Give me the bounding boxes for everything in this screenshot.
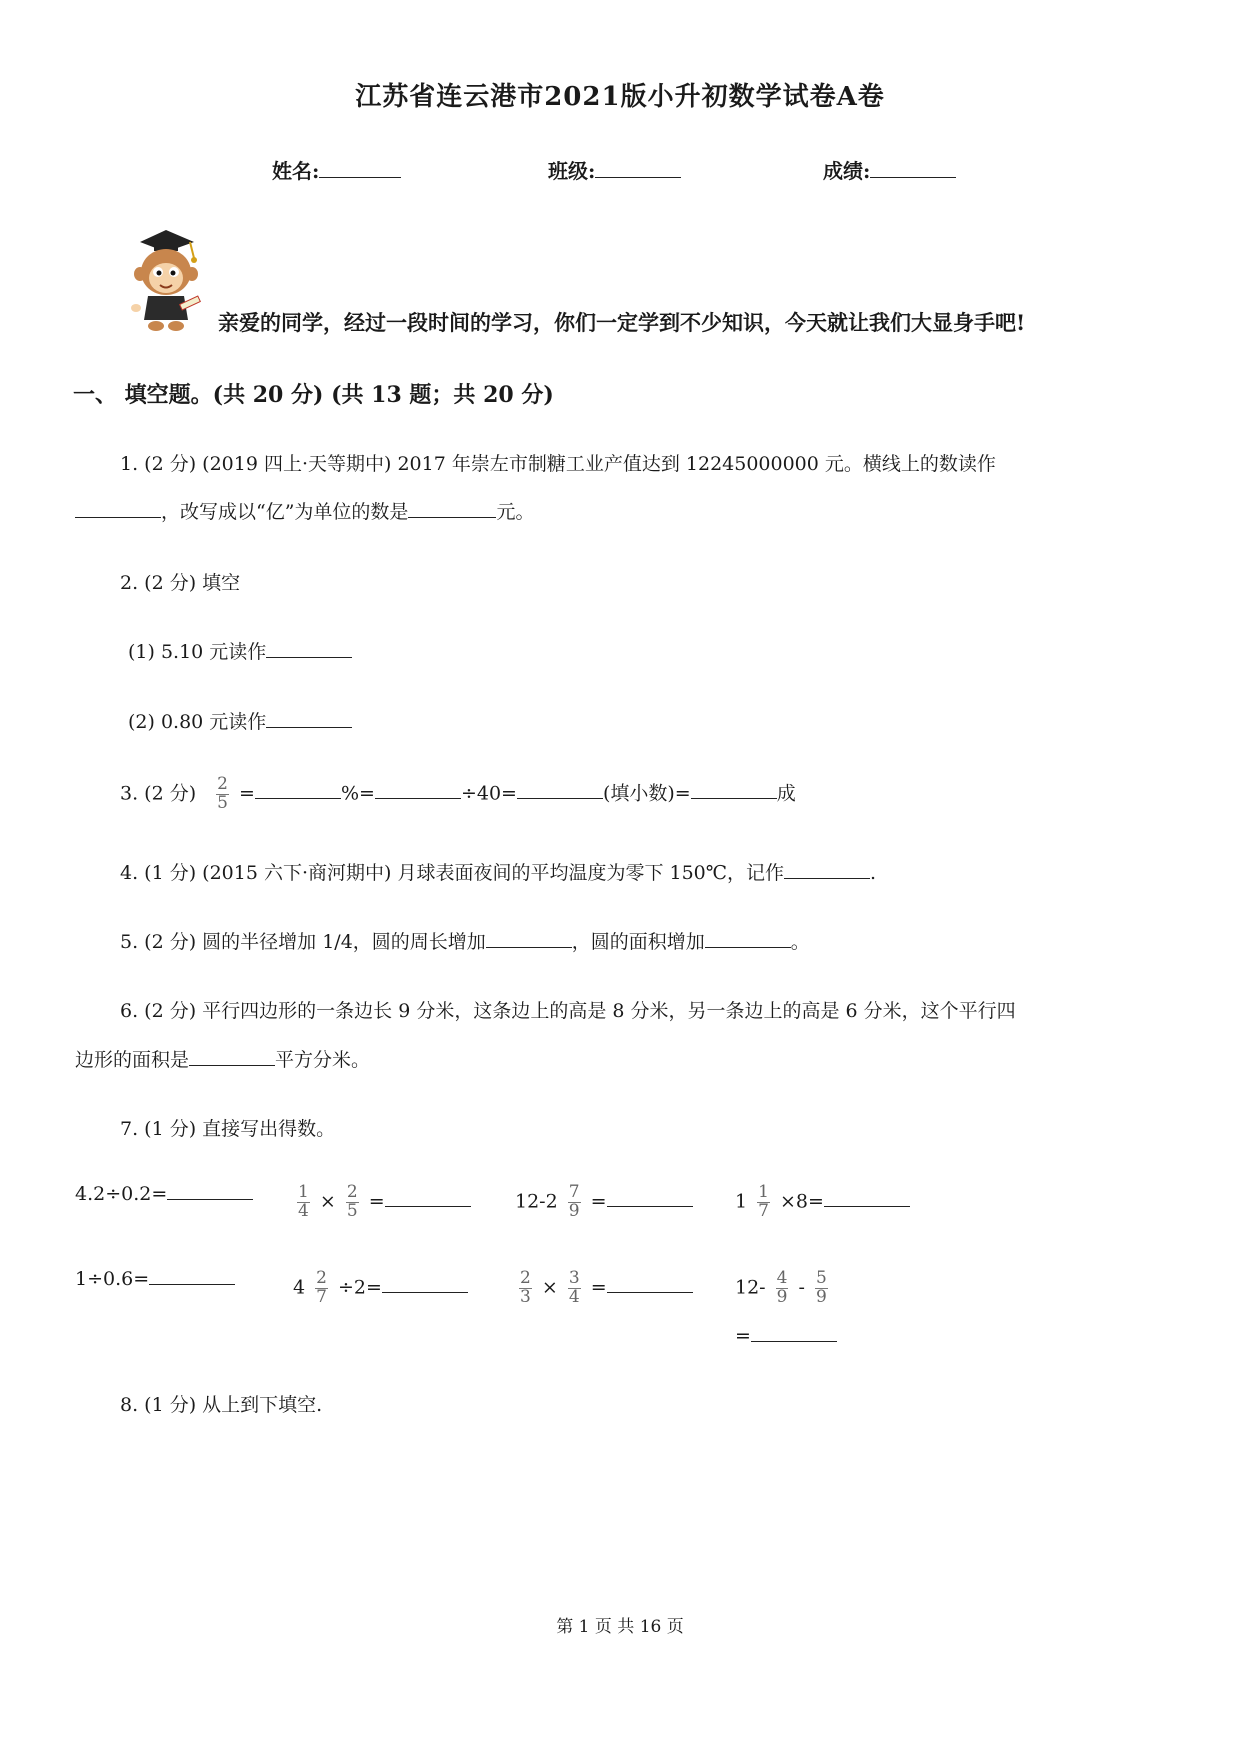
calc-r2c4-answer xyxy=(735,1322,837,1347)
question-5-mid: ，圆的面积增加 xyxy=(571,931,705,953)
answer-blank[interactable] xyxy=(486,928,572,948)
question-4-text: 4. (1 分) (2015 六下·商河期中) 月球表面夜间的平均温度为零下 150℃，记作 xyxy=(120,862,785,884)
calc-r2c3 xyxy=(515,1270,693,1307)
question-2-sub2 xyxy=(128,707,352,734)
score-field xyxy=(823,155,956,184)
fraction-numerator: 3 xyxy=(568,1268,580,1288)
cheng-unit: 成 xyxy=(776,782,796,805)
answer-blank[interactable] xyxy=(167,1180,253,1200)
fraction xyxy=(568,1270,581,1307)
fraction xyxy=(519,1270,532,1307)
calc-expression: 12-2 xyxy=(515,1190,558,1213)
calc-r2c4 xyxy=(735,1270,832,1307)
question-1-line1: 1. (2 分) (2019 四上·天等期中) 2017 年崇左市制糖工业产值达到 12245000000 元。横线上的数读作 xyxy=(120,453,996,475)
answer-blank[interactable] xyxy=(705,928,791,948)
operator: × xyxy=(319,1190,336,1213)
answer-blank[interactable] xyxy=(784,859,870,879)
calc-r2c2 xyxy=(293,1270,468,1307)
divide-forty: ÷40= xyxy=(460,782,517,805)
answer-blank[interactable] xyxy=(149,1265,235,1285)
fraction-denominator: 5 xyxy=(217,792,228,813)
answer-blank[interactable] xyxy=(517,779,603,799)
operator: × xyxy=(541,1276,558,1299)
answer-blank[interactable] xyxy=(189,1046,275,1066)
calc-expression: 1÷0.6= xyxy=(75,1268,150,1290)
fraction xyxy=(346,1184,359,1221)
answer-blank[interactable] xyxy=(691,779,777,799)
fraction xyxy=(297,1184,310,1221)
question-2-sub1-text: (1) 5.10 元读作 xyxy=(128,641,267,663)
answer-blank[interactable] xyxy=(266,638,352,658)
question-6-line1: 6. (2 分) 平行四边形的一条边长 9 分米，这条边上的高是 8 分米，另一条边上的高是 6 分米，这个平行四 xyxy=(120,1000,1016,1022)
question-6-text: 边形的面积是 xyxy=(75,1049,190,1071)
percent-sign: %= xyxy=(340,782,375,805)
answer-blank[interactable] xyxy=(255,779,341,799)
calc-expression: ÷2= xyxy=(338,1276,382,1299)
equals-sign: = xyxy=(735,1325,751,1347)
question-1-line2 xyxy=(75,497,534,524)
answer-blank[interactable] xyxy=(266,708,352,728)
fraction-numerator: 2 xyxy=(316,1268,327,1288)
question-3-prefix: 3. (2 分) xyxy=(120,782,197,805)
fraction-denominator: 3 xyxy=(520,1286,531,1307)
answer-blank[interactable] xyxy=(751,1322,837,1342)
equals-sign: = xyxy=(590,1276,607,1299)
fraction-denominator: 4 xyxy=(568,1286,580,1307)
question-5-text: 5. (2 分) 圆的半径增加 1/4，圆的周长增加 xyxy=(120,931,486,953)
name-label: 姓名: xyxy=(272,159,320,183)
fraction-numerator: 2 xyxy=(346,1182,358,1202)
question-1-end: 元。 xyxy=(496,501,535,523)
fraction xyxy=(568,1184,581,1221)
answer-blank[interactable] xyxy=(382,1273,468,1293)
answer-blank[interactable] xyxy=(607,1273,693,1293)
question-4 xyxy=(120,858,876,885)
answer-blank[interactable] xyxy=(824,1187,910,1207)
name-blank[interactable] xyxy=(319,157,401,178)
question-2-sub2-text: (2) 0.80 元读作 xyxy=(128,711,267,733)
question-6-end: 平方分米。 xyxy=(275,1049,371,1071)
question-6-line2 xyxy=(75,1045,370,1072)
class-field xyxy=(548,155,681,184)
fraction-numerator: 4 xyxy=(776,1268,788,1288)
mixed-whole: 4 xyxy=(293,1276,306,1299)
class-blank[interactable] xyxy=(595,157,681,178)
fraction xyxy=(216,776,229,813)
question-7-line: 7. (1 分) 直接写出得数。 xyxy=(120,1118,336,1140)
calc-r1c4 xyxy=(735,1184,910,1221)
fraction-denominator: 4 xyxy=(298,1200,309,1221)
operator: - xyxy=(798,1276,805,1299)
class-label: 班级: xyxy=(548,159,596,183)
page-title: 江苏省连云港市2021版小升初数学试卷A卷 xyxy=(355,82,885,112)
fraction-numerator: 5 xyxy=(816,1268,827,1288)
fraction-denominator: 5 xyxy=(346,1200,358,1221)
calc-r1c3 xyxy=(515,1184,693,1221)
fraction-denominator: 7 xyxy=(316,1286,327,1307)
answer-blank[interactable] xyxy=(75,498,161,518)
equals-sign: = xyxy=(239,782,255,805)
fraction-numerator: 2 xyxy=(520,1268,531,1288)
answer-blank[interactable] xyxy=(375,779,461,799)
question-4-end: . xyxy=(870,862,877,884)
fraction-denominator: 9 xyxy=(776,1286,788,1307)
calc-expression: ×8= xyxy=(780,1190,824,1213)
page-footer: 第 1 页 共 16 页 xyxy=(556,1617,684,1637)
section-heading: 一、 填空题。(共 20 分) (共 13 题；共 20 分) xyxy=(73,382,554,408)
fraction-numerator: 2 xyxy=(217,774,228,794)
question-5-end: 。 xyxy=(790,931,810,953)
question-3 xyxy=(120,776,796,813)
equals-sign: = xyxy=(368,1190,385,1213)
answer-blank[interactable] xyxy=(385,1187,471,1207)
answer-blank[interactable] xyxy=(607,1187,693,1207)
calc-r1c2 xyxy=(293,1184,471,1221)
fraction-denominator: 9 xyxy=(816,1286,827,1307)
name-field xyxy=(272,155,401,184)
fraction xyxy=(815,1270,828,1307)
fraction xyxy=(315,1270,328,1307)
question-5 xyxy=(120,927,810,954)
calc-r1c1 xyxy=(75,1180,253,1205)
mixed-whole: 1 xyxy=(735,1190,748,1213)
fraction xyxy=(757,1184,770,1221)
fraction-denominator: 7 xyxy=(758,1200,769,1221)
fraction xyxy=(776,1270,789,1307)
calc-expression: 12- xyxy=(735,1276,766,1299)
mascot-image xyxy=(118,222,208,334)
fraction-denominator: 9 xyxy=(568,1200,580,1221)
fraction-numerator: 7 xyxy=(568,1182,580,1202)
score-blank[interactable] xyxy=(870,157,956,178)
score-label: 成绩: xyxy=(823,159,871,183)
question-2-sub1 xyxy=(128,637,352,664)
equals-sign: = xyxy=(590,1190,607,1213)
question-1-text: ，改写成以“亿”为单位的数是 xyxy=(161,501,409,523)
question-2-line: 2. (2 分) 填空 xyxy=(120,572,241,594)
fraction-numerator: 1 xyxy=(758,1182,769,1202)
question-8-line: 8. (1 分) 从上到下填空. xyxy=(120,1394,323,1416)
answer-blank[interactable] xyxy=(408,498,496,518)
fraction-numerator: 1 xyxy=(298,1182,309,1202)
calc-expression: 4.2÷0.2= xyxy=(75,1183,168,1205)
greeting-text: 亲爱的同学，经过一段时间的学习，你们一定学到不少知识，今天就让我们大显身手吧! xyxy=(218,310,1026,335)
fill-decimal-note: (填小数)= xyxy=(602,782,691,805)
calc-r2c1 xyxy=(75,1265,235,1290)
